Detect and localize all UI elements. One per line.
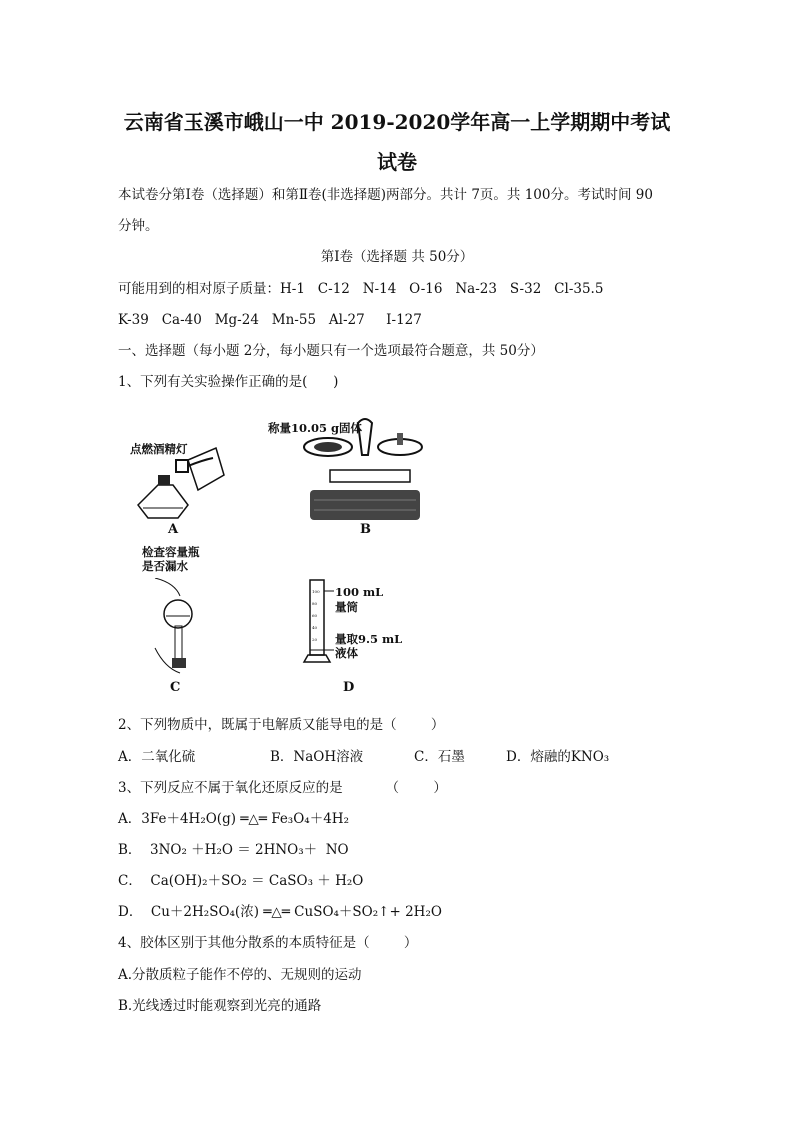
figure-c-volumetric-flask [150,578,210,678]
option-b: B． 3NO₂ ＋H₂O ＝ 2HNO₃＋ NO [118,842,349,858]
option-b: B．NaOH溶液 [270,749,364,765]
tick-label: 60 [312,613,318,618]
tick-label: 40 [312,625,318,630]
atomic-masses-2: K-39 Ca-40 Mg-24 Mn-55 Al-27 I-127 [118,312,422,328]
figure-a-caption: A [168,522,179,537]
intro-text-2: 分钟。 [118,218,159,234]
option-c: C．石墨 [414,749,465,765]
option-c: C． Ca(OH)₂＋SO₂ ＝ CaSO₃ ＋ H₂O [118,873,364,889]
question-1: 1、下列有关实验操作正确的是( ) [118,374,339,390]
page-title: 云南省玉溪市峨山一中 2019-2020学年高一上学期期中考试 [123,110,671,134]
figure-d-label: 100 mL [335,585,384,599]
figure-b-label: 称量10.05 g固体 [268,421,363,435]
question-3: 3、下列反应不属于氧化还原反应的是 （ ） [118,780,447,796]
tick-label: 100 [312,589,320,594]
figure-d-label-4: 液体 [335,646,358,660]
figure-d-label-3: 量取9.5 mL [335,632,403,646]
figure-d-graduated-cylinder [300,578,340,663]
option-a: A．二氧化硫 [118,749,196,765]
tick-label: 80 [312,601,318,606]
question-2: 2、下列物质中，既属于电解质又能导电的是（ ） [118,717,445,733]
figure-c-caption: C [170,680,181,695]
question-4: 4、胶体区别于其他分散系的本质特征是（ ） [118,935,418,951]
figure-c-label: 检查容量瓶 [142,545,200,559]
part-title: 一、选择题（每小题 2分，每小题只有一个选项最符合题意，共 50分） [118,343,544,359]
atomic-masses: 可能用到的相对原子质量：H-1 C-12 N-14 O-16 Na-23 S-32 Cl-35.5 [118,281,604,297]
figure-c-label-2: 是否漏水 [142,559,188,573]
graduated-cylinder-illustration [300,578,340,663]
figure-d-caption: D [343,680,355,695]
tick-label: 20 [312,637,318,642]
figure-a-label: 点燃酒精灯 [130,442,188,456]
section-title: 第Ⅰ卷（选择题 共 50分） [320,249,474,265]
option-a: A．3Fe＋4H₂O(g) ═△═ Fe₃O₄＋4H₂ [118,811,349,827]
page-title-2: 试卷 [377,150,417,174]
cylinder-scale [312,586,320,646]
figure-d-label-2: 量筒 [335,600,358,614]
intro-text: 本试卷分第Ⅰ卷（选择题）和第Ⅱ卷(非选择题)两部分。共计 7页。共 100分。考试时间 90 [118,187,653,203]
figure-b-caption: B [360,522,371,537]
option-a: A.分散质粒子能作不停的、无规则的运动 [118,967,362,983]
volumetric-flask-illustration [150,578,210,678]
option-b: B.光线透过时能观察到光亮的通路 [118,998,322,1014]
option-d: D． Cu＋2H₂SO₄(浓) ═△═ CuSO₄＋SO₂↑+ 2H₂O [118,904,442,920]
option-d: D．熔融的KNO₃ [506,749,610,765]
